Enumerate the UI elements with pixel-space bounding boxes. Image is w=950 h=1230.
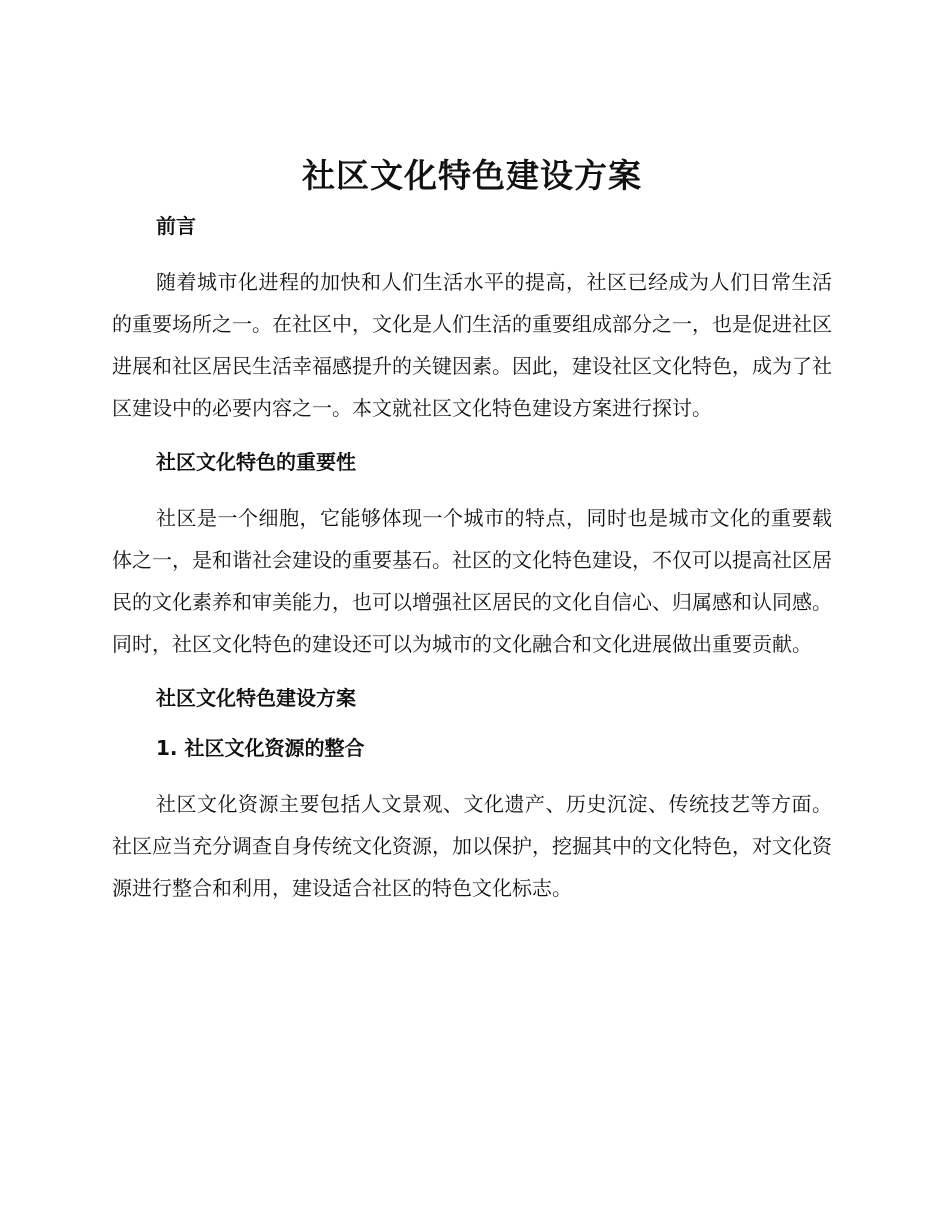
document-page	[112, 150, 832, 909]
subsection-paragraph-resources: 社区文化资源主要包括人文景观、文化遗产、历史沉淀、传统技艺等方面。社区应当充分调查自身传统文化资源，加以保护，挖掘其中的文化特色，对文化资源进行整合和利用，建设适合社区的特色文化标志。	[112, 792, 832, 900]
subsection-heading-resources: 1. 社区文化资源的整合	[156, 736, 365, 760]
section-paragraph-importance: 社区是一个细胞，它能够体现一个城市的特点，同时也是城市文化的重要载体之一，是和谐社会建设的重要基石。社区的文化特色建设，不仅可以提高社区居民的文化素养和审美能力，也可以增强社区居民的文化自信心、归属感和认同感。同时，社区文化特色的建设还可以为城市的文化融合和文化进展做出重要贡献。	[112, 506, 832, 656]
section-heading-preface: 前言	[156, 214, 196, 238]
section-paragraph-preface: 随着城市化进程的加快和人们生活水平的提高，社区已经成为人们日常生活的重要场所之一。在社区中，文化是人们生活的重要组成部分之一，也是促进社区进展和社区居民生活幸福感提升的关键因素。因此，建设社区文化特色，成为了社区建设中的必要内容之一。本文就社区文化特色建设方案进行探讨。	[112, 270, 832, 420]
section-heading-importance: 社区文化特色的重要性	[156, 450, 356, 474]
section-heading-plan: 社区文化特色建设方案	[156, 686, 356, 710]
document-title: 社区文化特色建设方案	[302, 156, 642, 195]
